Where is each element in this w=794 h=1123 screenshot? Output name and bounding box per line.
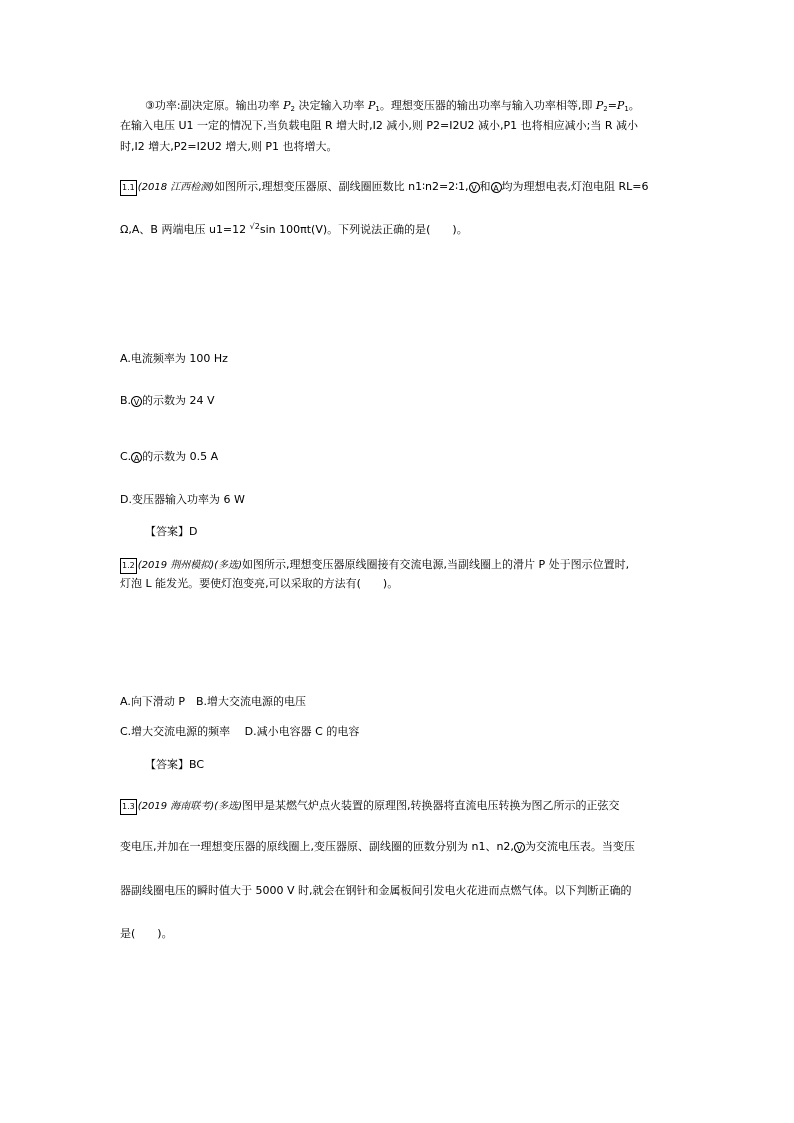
- q3-tag: 1.3: [120, 799, 137, 815]
- q1-answer: 【答案】D: [145, 525, 198, 538]
- ammeter-icon: A: [491, 182, 502, 193]
- q1-text: 如图所示,理想变压器原、副线圈匝数比 n1∶n2=2∶1,: [214, 180, 469, 193]
- q1-line-1: [120, 179, 649, 196]
- intro-text-c: 。理想变压器的输出功率与输入功率相等,即: [379, 99, 596, 112]
- intro-eq-sub1: 1: [624, 105, 629, 113]
- q1-option-c-label: C.: [120, 450, 132, 463]
- q1-option-b: [120, 393, 215, 409]
- intro-p2-sub: 2: [290, 105, 295, 113]
- q1-line-2: [120, 219, 468, 238]
- intro-line-3: 时,I2 增大,P2=I2U2 增大,则 P1 也将增大。: [120, 140, 338, 153]
- voltmeter-icon: V: [514, 842, 525, 853]
- intro-text-end: 。: [628, 99, 640, 112]
- q2-option-cd: C.增大交流电源的频率 D.减小电容器 C 的电容: [120, 725, 360, 738]
- intro-p1: P: [367, 99, 376, 112]
- intro-text-b: 决定输入功率: [294, 99, 368, 112]
- intro-eq-mid: =P: [607, 99, 625, 112]
- voltmeter-icon: V: [131, 396, 142, 407]
- q1-option-d: D.变压器输入功率为 6 W: [120, 493, 245, 506]
- voltmeter-icon: V: [469, 182, 480, 193]
- q3-line2-rest: 为交流电压表。当变压: [524, 840, 635, 853]
- q2-option-ab: A.向下滑动 P B.增大交流电源的电压: [120, 695, 306, 708]
- q1-option-a: A.电流频率为 100 Hz: [120, 352, 228, 365]
- q2-answer: 【答案】BC: [145, 758, 205, 771]
- intro-p1-sub: 1: [375, 105, 380, 113]
- q1-option-c-text: 的示数为 0.5 A: [142, 450, 219, 463]
- sqrt-symbol: √2: [249, 222, 260, 231]
- q2-line-2: 灯泡 L 能发光。要使灯泡变亮,可以采取的方法有( )。: [120, 577, 399, 590]
- q3-line-2: [120, 839, 635, 855]
- intro-p2: P: [283, 99, 291, 112]
- q2-source: (2019 荆州模拟)(多选): [137, 560, 242, 571]
- q1-line2-text: Ω,A、B 两端电压 u1=12: [120, 223, 247, 236]
- q2-tag: 1.2: [120, 558, 137, 574]
- q3-line2-text: 变电压,并加在一理想变压器的原线圈上,变压器原、副线圈的匝数分别为 n1、n2,: [120, 840, 514, 853]
- q3-line-4: 是( )。: [120, 927, 173, 940]
- q2-line-1: [120, 557, 629, 574]
- q1-option-b-label: B.: [120, 394, 132, 407]
- q1-tag: 1.1: [120, 180, 137, 196]
- q3-line-3: 器副线圈电压的瞬时值大于 5000 V 时,就会在钢针和金属板间引发电火花进而点燃气体。以下判断正确的: [120, 884, 632, 897]
- intro-line-2: 在输入电压 U1 一定的情况下,当负载电阻 R 增大时,I2 减小,则 P2=I2U2 减小,P1 也将相应减小;当 R 减小: [120, 119, 639, 132]
- q1-line2-rest: sin 100πt(V)。下列说法正确的是( )。: [259, 223, 468, 236]
- q3-line-1: [120, 798, 619, 815]
- intro-eq-sub2: 2: [603, 105, 608, 113]
- q1-option-b-text: 的示数为 24 V: [142, 394, 215, 407]
- q3-source: (2019 海南联考)(多选): [137, 801, 242, 812]
- q2-text: 如图所示,理想变压器原线圈接有交流电源,当副线圈上的滑片 P 处于图示位置时,: [241, 558, 630, 571]
- q1-source: (2018 江西检测): [137, 182, 215, 193]
- intro-eq-p: P: [595, 99, 604, 112]
- q1-and: 和: [479, 180, 491, 193]
- q1-text-rest: 均为理想电表,灯泡电阻 RL=6: [501, 180, 649, 193]
- q3-text: 图甲是某燃气炉点火装置的原理图,转换器将直流电压转换为图乙所示的正弦交: [241, 799, 620, 812]
- intro-text-a: ③功率:副决定原。输出功率: [145, 99, 284, 112]
- q1-option-c: [120, 449, 218, 465]
- ammeter-icon: A: [131, 452, 142, 463]
- intro-line-1: [145, 98, 640, 117]
